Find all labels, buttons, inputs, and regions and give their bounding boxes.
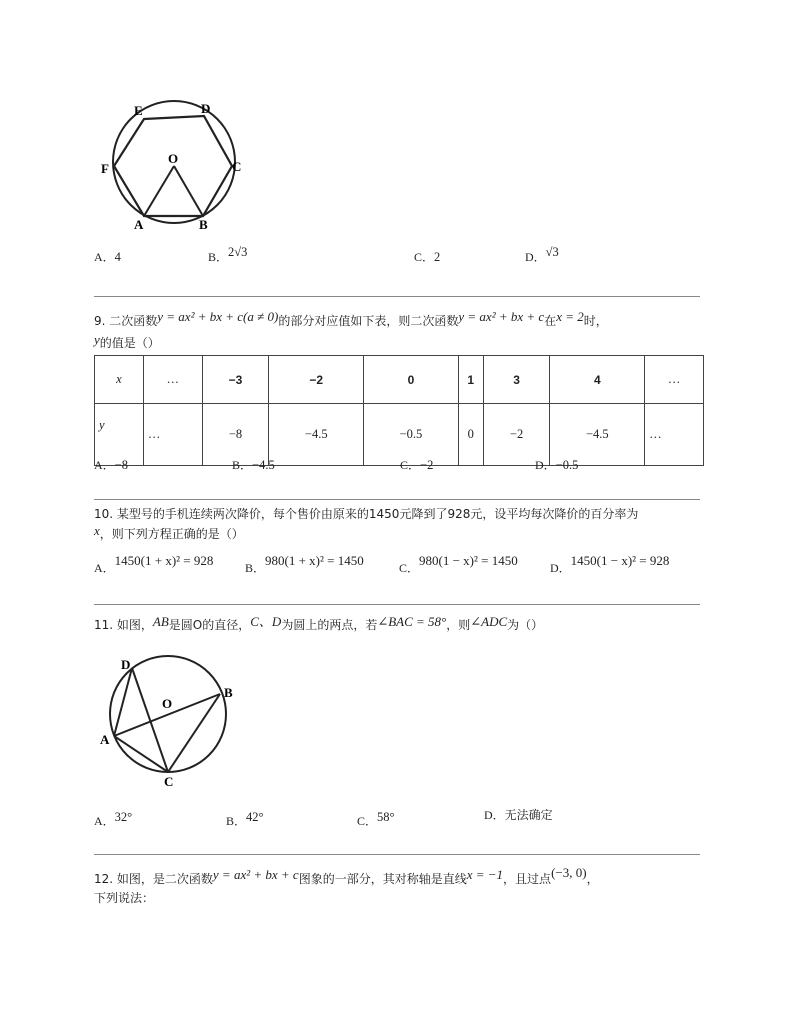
label-E: E [134, 103, 143, 118]
q11-option-d[interactable]: D．无法确定 [484, 808, 553, 822]
circle-diameter-figure [96, 650, 246, 790]
table-row-y: y … −8 −4.5 −0.5 0 −2 −4.5 … [95, 404, 704, 466]
divider-1 [94, 296, 700, 297]
label-O: O [162, 696, 173, 711]
q11-option-a[interactable]: A．32° [94, 810, 133, 828]
q11-option-c[interactable]: C．58° [357, 810, 395, 828]
q8-option-a[interactable]: A．4 [94, 250, 121, 264]
divider-2 [94, 499, 700, 500]
q9-option-a[interactable]: A．−8 [94, 458, 128, 472]
table-row-x: x … −3 −2 0 1 3 4 … [95, 356, 704, 404]
q9-value-table [94, 355, 704, 466]
q8-option-c[interactable]: C．2 [414, 250, 441, 264]
q12-stem: 12. 如图，是二次函数y = ax² + bx + c图象的一部分，其对称轴是直线x = −1，且过点(−3, 0)， [94, 865, 599, 886]
q10-option-a[interactable]: A．1450(1 + x)² = 928 [94, 553, 214, 575]
q10-stem: 10. 某型号的手机连续两次降价，每个售价由原来的1450元降到了928元，设平均每次降价的百分率为 [94, 507, 639, 521]
q9-stem-line2: y的值是（） [94, 332, 160, 350]
q10-stem-line2: x，则下列方程正确的是（） [94, 523, 244, 541]
q12-stem-line2: 下列说法： [94, 891, 155, 905]
q9-stem: 9. 二次函数y = ax² + bx + c(a ≠ 0)的部分对应值如下表，则二次函数y = ax² + bx + c在x = 2时， [94, 309, 608, 328]
label-D: D [201, 101, 211, 116]
q10-option-c[interactable]: C．980(1 − x)² = 1450 [399, 553, 518, 575]
q11-stem: 11. 如图，AB是圆O的直径，C、D为圆上的两点，若∠BAC = 58°，则∠ADC为（） [94, 614, 544, 632]
q10-option-d[interactable]: D．1450(1 − x)² = 928 [550, 553, 670, 575]
q8-option-d[interactable]: D．√3 [525, 245, 559, 264]
label-A: A [134, 217, 144, 232]
label-F: F [101, 161, 109, 176]
divider-4 [94, 854, 700, 855]
label-A: A [100, 732, 110, 747]
q8-option-b[interactable]: B．2√3 [208, 245, 248, 264]
label-C: C [164, 774, 174, 789]
hexagon-circle-figure [96, 96, 256, 236]
q11-option-b[interactable]: B．42° [226, 810, 264, 828]
label-C: C [232, 159, 242, 174]
label-B: B [199, 217, 208, 232]
q9-option-c[interactable]: C．−2 [400, 458, 434, 472]
q10-option-b[interactable]: B．980(1 + x)² = 1450 [245, 553, 364, 575]
label-B: B [224, 685, 233, 700]
label-O: O [168, 151, 179, 166]
label-D: D [121, 657, 131, 672]
q9-option-b[interactable]: B．−4.5 [232, 458, 275, 472]
q9-option-d[interactable]: D．−0.5 [535, 458, 579, 472]
divider-3 [94, 604, 700, 605]
